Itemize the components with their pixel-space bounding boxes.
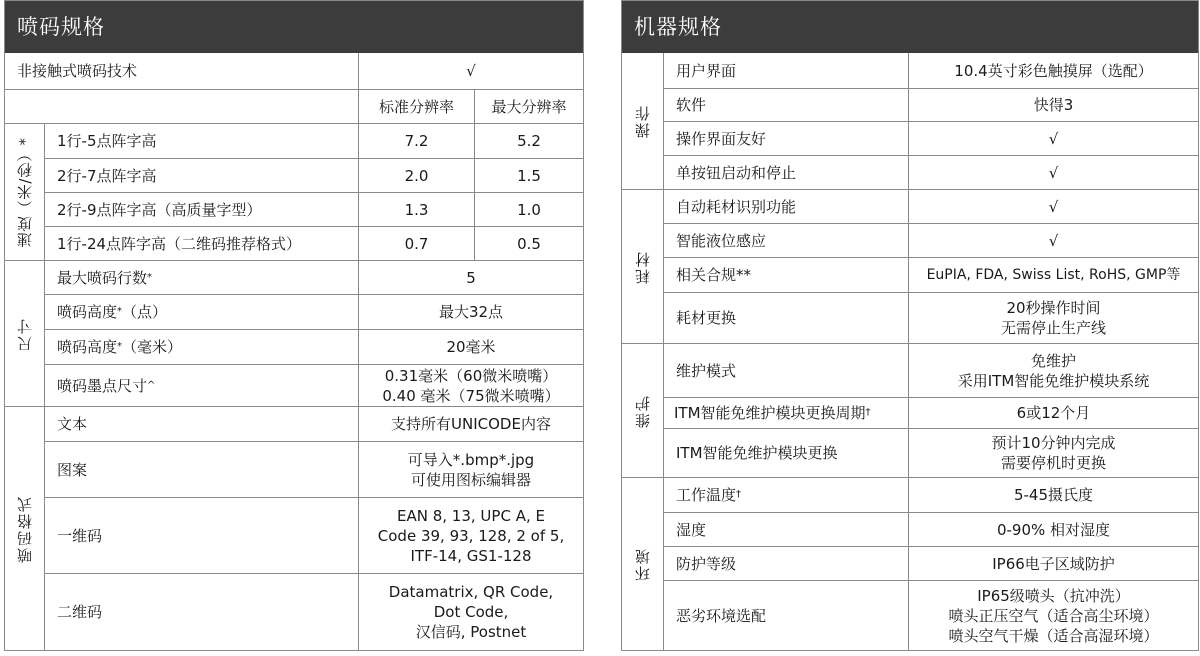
spec-row-label: 软件	[664, 89, 909, 122]
format-row-label: 一维码	[45, 498, 359, 574]
spec-row-value: 5-45摄氏度	[909, 478, 1198, 513]
spec-row-value: √	[909, 156, 1198, 190]
speed-row-label: 1行-24点阵字高（二维码推荐格式）	[45, 227, 359, 261]
spec-row-label: 湿度	[664, 513, 909, 547]
speed-row-max: 5.2	[475, 124, 583, 159]
speed-row-max: 1.0	[475, 193, 583, 227]
size-row-value: 0.31毫米（60微米喷嘴） 0.40 毫米（75微米喷嘴）	[359, 365, 583, 407]
print-spec-panel	[4, 0, 584, 651]
machine-spec-title: 机器规格	[622, 1, 1198, 53]
spec-row-value: 6或12个月	[909, 398, 1198, 429]
speed-row-std: 0.7	[359, 227, 475, 261]
spec-row-label: 智能液位感应	[664, 224, 909, 258]
spec-row-value: EuPIA, FDA, Swiss List, RoHS, GMP等	[909, 258, 1198, 293]
size-row-value: 最大32点	[359, 295, 583, 330]
spec-row-label: 自动耗材识别功能	[664, 190, 909, 224]
consumables-group-label: 耗材	[622, 190, 664, 344]
spec-row-label: 维护模式	[664, 344, 909, 398]
size-row-value: 20毫米	[359, 330, 583, 365]
spec-row-value: 0-90% 相对湿度	[909, 513, 1198, 547]
format-row-label: 二维码	[45, 574, 359, 650]
format-row-label: 文本	[45, 407, 359, 442]
format-row-value: 可导入*.bmp*.jpg 可使用图标编辑器	[359, 442, 583, 498]
print-spec-title: 喷码规格	[5, 1, 583, 53]
spec-row-value: 快得3	[909, 89, 1198, 122]
spec-row-value: 预计10分钟内完成 需要停机时更换	[909, 429, 1198, 478]
format-row-value: EAN 8, 13, UPC A, E Code 39, 93, 128, 2 of 5, ITF-14, GS1-128	[359, 498, 583, 574]
size-row-label: 喷码墨点尺寸 ^	[45, 365, 359, 407]
spec-row-value: 免维护 采用ITM智能免维护模块系统	[909, 344, 1198, 398]
spec-row-value: IP65级喷头（抗冲洗） 喷头正压空气（适合高尘环境） 喷头空气干燥（适合高湿环境）	[948, 586, 1159, 645]
spec-row-value: 20秒操作时间 无需停止生产线	[909, 293, 1198, 344]
machine-spec-panel	[621, 0, 1199, 651]
size-group-label: 尺寸	[5, 261, 45, 407]
spec-row-label: 用户界面	[664, 53, 909, 89]
format-row-value: 支持所有UNICODE内容	[359, 407, 583, 442]
column-header-blank	[5, 90, 359, 124]
size-row-label: 最大喷码行数 *	[45, 261, 359, 295]
size-row-label: 喷码高度 * （毫米）	[45, 330, 359, 365]
spec-row-label: ITM智能免维护模块更换周期 †	[664, 398, 909, 429]
format-row-label: 图案	[45, 442, 359, 498]
operation-group-label: 操作	[622, 53, 664, 190]
speed-row-label: 2行-9点阵字高（高质量字型）	[45, 193, 359, 227]
column-header-max: 最大分辨率	[475, 90, 583, 124]
noncontact-label: 非接触式喷码技术	[5, 53, 359, 90]
size-row-value: 5	[359, 261, 583, 295]
spec-row-label: 防护等级	[664, 547, 909, 581]
format-group-label: 喷码格式	[5, 407, 45, 650]
spec-row-label: ITM智能免维护模块更换	[664, 429, 909, 478]
speed-row-std: 7.2	[359, 124, 475, 159]
noncontact-value: √	[359, 53, 583, 90]
spec-row-value: √	[909, 190, 1198, 224]
speed-row-max: 0.5	[475, 227, 583, 261]
environment-group-label: 环境	[622, 478, 664, 650]
speed-group-label: 速度（米/秒）*	[5, 124, 45, 261]
size-row-label: 喷码高度 * （点）	[45, 295, 359, 330]
spec-row-value: √	[909, 122, 1198, 156]
spec-row-label: 单按钮启动和停止	[664, 156, 909, 190]
maintenance-group-label: 维护	[622, 344, 664, 478]
spec-row-value: 10.4英寸彩色触摸屏（选配）	[909, 53, 1198, 89]
spec-row-label: 相关合规**	[664, 258, 909, 293]
spec-row-value: IP66电子区域防护	[909, 547, 1198, 581]
format-row-value: Datamatrix, QR Code, Dot Code, 汉信码, Postnet	[388, 583, 554, 641]
spec-row-value: √	[909, 224, 1198, 258]
speed-row-std: 1.3	[359, 193, 475, 227]
speed-row-std: 2.0	[359, 159, 475, 193]
column-header-standard: 标准分辨率	[359, 90, 475, 124]
spec-row-label: 恶劣环境选配	[664, 581, 909, 650]
speed-row-label: 2行-7点阵字高	[45, 159, 359, 193]
speed-row-max: 1.5	[475, 159, 583, 193]
speed-row-label: 1行-5点阵字高	[45, 124, 359, 159]
spec-row-label: 操作界面友好	[664, 122, 909, 156]
spec-row-label: 工作温度 †	[664, 478, 909, 513]
spec-row-label: 耗材更换	[664, 293, 909, 344]
